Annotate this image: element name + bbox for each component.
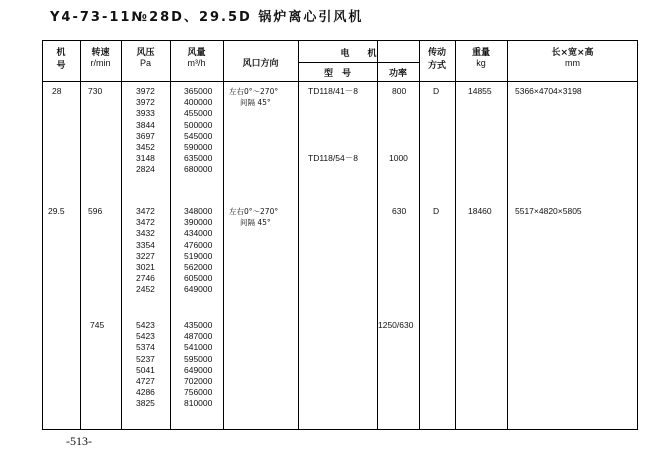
flow-list bbox=[184, 206, 212, 296]
pressure-value: 4286 bbox=[136, 387, 155, 398]
motor-power: 1000 bbox=[389, 153, 408, 163]
outlet-direction-range: 左右0°～270° bbox=[229, 87, 279, 96]
header-drive: 传动 方式 bbox=[427, 48, 446, 71]
drive-type: D bbox=[433, 206, 440, 216]
pressure-value: 3972 bbox=[136, 97, 155, 108]
header-outlet-direction: 风口方向 bbox=[242, 59, 279, 69]
pressure-list bbox=[136, 86, 155, 176]
pressure-value: 3452 bbox=[136, 141, 155, 152]
flow-value: 476000 bbox=[184, 239, 213, 250]
header-speed: 转速 r/min bbox=[90, 48, 111, 68]
column-divider bbox=[80, 40, 81, 430]
flow-value: 365000 bbox=[184, 86, 213, 96]
motor-model: TD118/41－8 bbox=[308, 86, 358, 96]
speed-596: 596 bbox=[88, 206, 103, 216]
pressure-value: 3432 bbox=[136, 228, 155, 239]
motor-power: 1250/630 bbox=[378, 320, 414, 330]
column-divider bbox=[170, 40, 171, 430]
pressure-value: 2824 bbox=[136, 164, 155, 175]
pressure-value: 3933 bbox=[136, 108, 155, 119]
flow-value: 562000 bbox=[184, 261, 213, 272]
dimensions: 5517×4820×5805 bbox=[515, 206, 582, 216]
flow-value: 649000 bbox=[184, 284, 213, 295]
fan-no-29-5: 29.5 bbox=[48, 206, 65, 216]
speed-730: 730 bbox=[88, 86, 103, 96]
speed-745: 745 bbox=[90, 320, 105, 330]
flow-value: 649000 bbox=[184, 364, 213, 375]
flow-value: 541000 bbox=[184, 342, 213, 353]
pressure-list bbox=[136, 206, 155, 296]
flow-value: 390000 bbox=[184, 217, 213, 228]
flow-value: 434000 bbox=[184, 228, 213, 239]
flow-value: 635000 bbox=[184, 153, 213, 164]
header-flow: 风量 m³/h bbox=[187, 48, 206, 68]
column-divider bbox=[507, 40, 508, 430]
pressure-list bbox=[136, 320, 155, 410]
motor-model: TD118/54－8 bbox=[308, 153, 358, 163]
flow-value: 605000 bbox=[184, 273, 213, 284]
drive-type: D bbox=[433, 86, 440, 96]
pressure-value: 5374 bbox=[136, 342, 155, 353]
flow-list bbox=[184, 320, 212, 410]
pressure-value: 3697 bbox=[136, 130, 155, 141]
header-dimensions: 长×宽×高 mm bbox=[551, 48, 594, 68]
flow-value: 519000 bbox=[184, 250, 213, 261]
table-frame bbox=[42, 40, 638, 430]
column-divider bbox=[455, 40, 456, 430]
fan-no-28: 28 bbox=[52, 86, 62, 96]
pressure-value: 3148 bbox=[136, 153, 155, 164]
pressure-value: 5423 bbox=[136, 320, 155, 330]
column-divider bbox=[121, 40, 122, 430]
flow-value: 810000 bbox=[184, 398, 213, 409]
outlet-direction-range: 左右0°～270° bbox=[229, 207, 279, 216]
header-no: 机 号 bbox=[56, 48, 66, 71]
motor-header-divider bbox=[298, 62, 419, 63]
flow-value: 545000 bbox=[184, 130, 213, 141]
pressure-value: 3227 bbox=[136, 250, 155, 261]
table-title: Y4-73-11№28D、29.5D 锅炉离心引风机 bbox=[50, 10, 364, 25]
pressure-value: 3472 bbox=[136, 206, 155, 216]
pressure-value: 2452 bbox=[136, 284, 155, 295]
pressure-value: 5423 bbox=[136, 331, 155, 342]
pressure-value: 3472 bbox=[136, 217, 155, 228]
flow-value: 455000 bbox=[184, 108, 213, 119]
flow-value: 702000 bbox=[184, 375, 213, 386]
flow-value: 595000 bbox=[184, 353, 213, 364]
flow-value: 487000 bbox=[184, 331, 213, 342]
column-divider bbox=[419, 40, 420, 430]
flow-value: 756000 bbox=[184, 387, 213, 398]
pressure-value: 3354 bbox=[136, 239, 155, 250]
header-bottom-rule bbox=[42, 81, 638, 82]
pressure-value: 5041 bbox=[136, 364, 155, 375]
column-divider bbox=[223, 40, 224, 430]
flow-value: 348000 bbox=[184, 206, 213, 216]
header-motor: 电 机 bbox=[340, 49, 377, 59]
pressure-value: 3021 bbox=[136, 261, 155, 272]
weight: 14855 bbox=[468, 86, 492, 96]
column-divider bbox=[377, 40, 378, 430]
pressure-value: 3972 bbox=[136, 86, 155, 96]
pressure-value: 2746 bbox=[136, 273, 155, 284]
motor-power: 800 bbox=[392, 86, 407, 96]
dimensions: 5366×4704×3198 bbox=[515, 86, 582, 96]
page-number: -513- bbox=[66, 434, 92, 448]
header-pressure: 风压 Pa bbox=[136, 48, 155, 68]
flow-value: 435000 bbox=[184, 320, 213, 330]
pressure-value: 4727 bbox=[136, 375, 155, 386]
flow-list bbox=[184, 86, 212, 176]
flow-value: 400000 bbox=[184, 97, 213, 108]
motor-power: 630 bbox=[392, 206, 407, 216]
pressure-value: 3844 bbox=[136, 119, 155, 130]
pressure-value: 3825 bbox=[136, 398, 155, 409]
header-weight: 重量 kg bbox=[471, 48, 490, 68]
weight: 18460 bbox=[468, 206, 492, 216]
outlet-direction-interval: 间隔 45° bbox=[240, 98, 271, 107]
outlet-direction-interval: 间隔 45° bbox=[240, 218, 271, 227]
header-motor-power: 功率 bbox=[388, 69, 407, 79]
column-divider bbox=[298, 40, 299, 430]
header-motor-model: 型 号 bbox=[323, 69, 351, 79]
flow-value: 590000 bbox=[184, 141, 213, 152]
flow-value: 680000 bbox=[184, 164, 213, 175]
flow-value: 500000 bbox=[184, 119, 213, 130]
pressure-value: 5237 bbox=[136, 353, 155, 364]
